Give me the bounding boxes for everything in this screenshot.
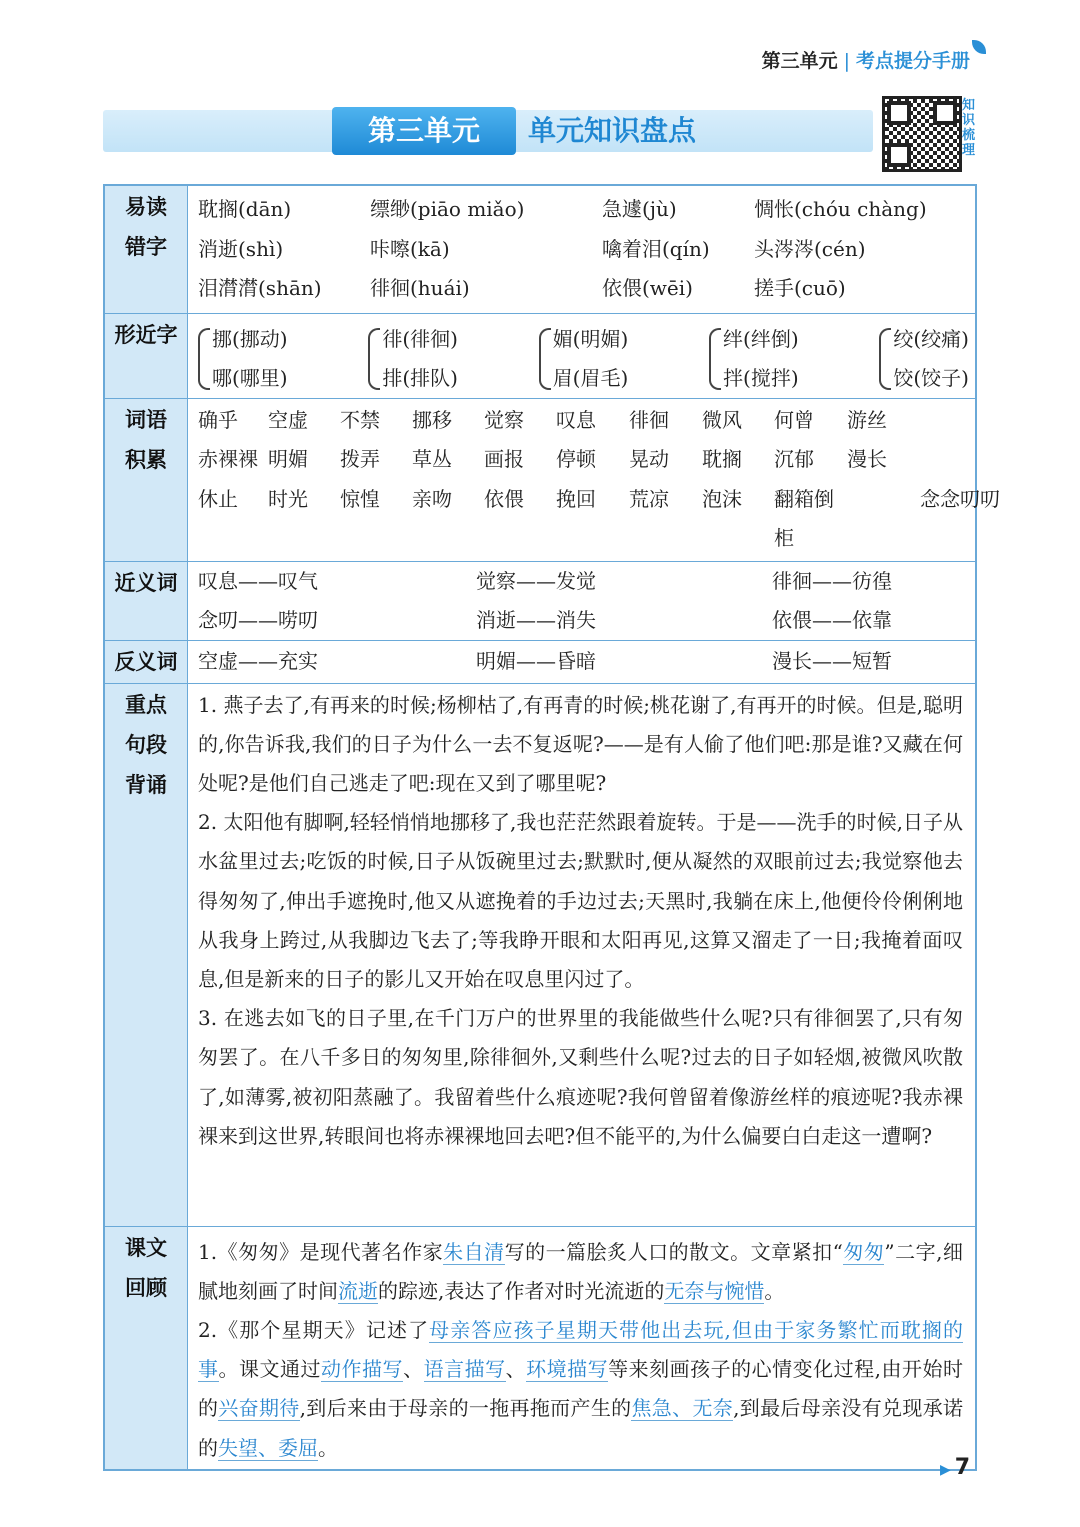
vocab-word: 亲吻 [412,486,452,511]
char-pair: 徘(徘徊) 排(排队) [368,320,458,398]
running-header [762,46,970,73]
review-paragraph: 1.《匆匆》是现代著名作家朱自清写的一篇脍炙人口的散文。文章紧扣“匆匆”二字,细腻地刻画了时间流逝的踪迹,表达了作者对时光流逝的无奈与惋惜。 [198,1239,963,1303]
pinyin-item: 噙着泪(qín) [602,236,710,261]
vocab-word: 叹息 [556,407,596,432]
pinyin-item: 缥缈(piāo miǎo) [370,197,525,221]
vocab-word: 觉察 [484,407,524,432]
vocab-word: 画报 [484,447,524,471]
running-header-unit: 第三单元 [761,50,838,72]
vocab-word: 挪移 [412,407,452,432]
page-number: ▶ 7 [940,1455,971,1480]
pinyin-item: 惆怅(chóu chàng) [754,197,927,221]
vocab-word: 泡沫 [702,486,742,511]
vocab-word: 赤裸裸 [198,447,258,471]
synonym-item: 依偎——依靠 [772,607,892,632]
row-content [188,313,977,398]
row-content [188,398,1000,561]
synonym-item: 消逝——消失 [476,607,596,632]
row-content [188,640,977,683]
vocab-word: 依偎 [484,486,524,511]
running-header-separator: | [843,50,850,72]
pinyin-item: 咔嚓(kā) [370,236,450,261]
knowledge-table [103,184,1000,1471]
vocab-word: 休止 [198,486,238,511]
vocab-word [920,440,1030,480]
qr-label: 知识梳理 [962,98,976,158]
vocab-word: 明媚 [268,447,308,471]
vocab-word: 拨弄 [340,447,380,471]
vocab-word: 耽搁 [702,447,742,471]
char-pair: 绊(绊倒) 拌(搅拌) [709,320,799,398]
row-zhongdian [104,683,976,1226]
row-label: 形近字 [104,313,188,398]
char-pair: 挪(挪动) 哪(哪里) [198,320,288,398]
char-pair: 媚(明媚) 眉(眉毛) [539,320,629,398]
vocab-word: 时光 [268,486,308,511]
synonym-item: 念叨——唠叨 [198,607,318,632]
review-paragraph: 2.《那个星期天》记述了母亲答应孩子星期天带他出去玩,但由于家务繁忙而耽搁的事。课文通过动作描写、语言描写、环境描写等来刻画孩子的心情变化过程,由开始时的兴奋期待,到后来由于母亲的一拖再拖而产生的焦急、无奈,到最后母亲没有兑现承诺的失望、委屈。 [198,1317,964,1460]
triangle-icon: ▶ [940,1462,951,1478]
synonym-item: 叹息——叹气 [198,568,318,593]
pinyin-item: 头涔涔(cén) [754,236,866,261]
row-label: 易读 错字 [104,185,188,313]
vocab-word: 念念叨叨 [920,486,1000,511]
row-content [188,683,977,1226]
pinyin-item: 搓手(cuō) [754,276,846,300]
word-grid [198,401,1000,559]
banner-title: 单元知识盘点 [528,114,697,147]
vocab-word: 漫长 [847,447,887,471]
vocab-word: 停顿 [556,447,596,471]
vocab-word: 微风 [702,407,742,432]
pinyin-item: 依偎(wēi) [602,276,693,300]
vocab-word: 挽回 [556,486,596,511]
qr-code-icon[interactable] [882,96,962,172]
vocab-word: 不禁 [340,407,380,432]
antonym-item: 空虚——充实 [198,648,318,673]
row-label: 近义词 [104,561,188,640]
antonym-item: 漫长——短暂 [772,648,892,673]
row-label: 课文 回顾 [104,1226,188,1470]
vocab-word: 游丝 [847,407,887,432]
vocab-word: 何曾 [774,407,814,432]
synonym-item: 徘徊——彷徨 [772,568,892,593]
vocab-word: 荒凉 [629,486,669,511]
row-label: 反义词 [104,640,188,683]
row-xingjin [104,313,976,398]
row-ciyu [104,398,976,561]
pinyin-item: 泪潸潸(shān) [198,276,322,300]
running-header-book: 考点提分手册 [855,50,970,72]
vocab-word: 翻箱倒柜 [774,486,834,550]
pinyin-item: 消逝(shì) [198,236,284,261]
row-content [188,561,977,640]
vocab-word: 晃动 [629,447,669,471]
vocab-word: 徘徊 [629,407,669,432]
pinyin-item: 急遽(jù) [602,197,677,221]
antonym-item: 明媚——昏暗 [476,648,596,673]
recite-paragraph: 1. 燕子去了,有再来的时候;杨柳枯了,有再青的时候;桃花谢了,有再开的时候。但是,聪明的,你告诉我,我们的日子为什么一去不复返呢?——是有人偷了他们吧:那是谁?又藏在何处呢?是他们自己逃走了吧:现在又到了哪里呢? [198,692,963,795]
vocab-word: 草丛 [412,447,452,471]
row-label: 词语 积累 [104,398,188,561]
synonym-item: 觉察——发觉 [476,568,596,593]
pinyin-item: 耽搁(dān) [198,197,292,221]
vocab-word: 空虚 [268,407,308,432]
banner-unit: 第三单元 [332,107,516,155]
row-fanyi [104,640,976,683]
recite-paragraph: 3. 在逃去如飞的日子里,在千门万户的世界里的我能做些什么呢?只有徘徊罢了,只有匆匆罢了。在八千多日的匆匆里,除徘徊外,又剩些什么呢?过去的日子如轻烟,被微风吹散了,如薄雾,被初阳蒸融了。我留着些什么痕迹呢?我何曾留着像游丝样的痕迹呢?我赤裸裸来到这世界,转眼间也将赤裸裸地回去吧?但不能平的,为什么偏要白白走这一遭啊? [198,1006,963,1148]
row-jinyi [104,561,976,640]
vocab-word: 惊惶 [340,486,380,511]
row-content [188,185,977,313]
row-label: 重点 句段 背诵 [104,683,188,1226]
char-pair: 绞(绞痛) 饺(饺子) [879,320,969,398]
recite-paragraph: 2. 太阳他有脚啊,轻轻悄悄地挪移了,我也茫茫然跟着旋转。于是——洗手的时候,日子从水盆里过去;吃饭的时候,日子从饭碗里过去;默默时,便从凝然的双眼前过去;我觉察他去得匆匆了,伸出手遮挽时,他又从遮挽着的手边过去;天黑时,我躺在床上,他便伶伶俐俐地从我身上跨过,从我脚边飞去了;等我睁开眼和太阳再见,这算又溜走了一日;我掩着面叹息,但是新来的日子的影儿又开始在叹息里闪过了。 [198,810,963,991]
row-content [188,1226,977,1470]
row-yidu [104,185,976,313]
vocab-word [920,401,1030,441]
vocab-word [847,480,920,559]
row-kewen [104,1226,976,1470]
vocab-word: 确乎 [198,407,238,432]
leaf-icon [972,40,986,54]
pinyin-item: 徘徊(huái) [370,276,470,300]
vocab-word: 沉郁 [774,447,814,471]
